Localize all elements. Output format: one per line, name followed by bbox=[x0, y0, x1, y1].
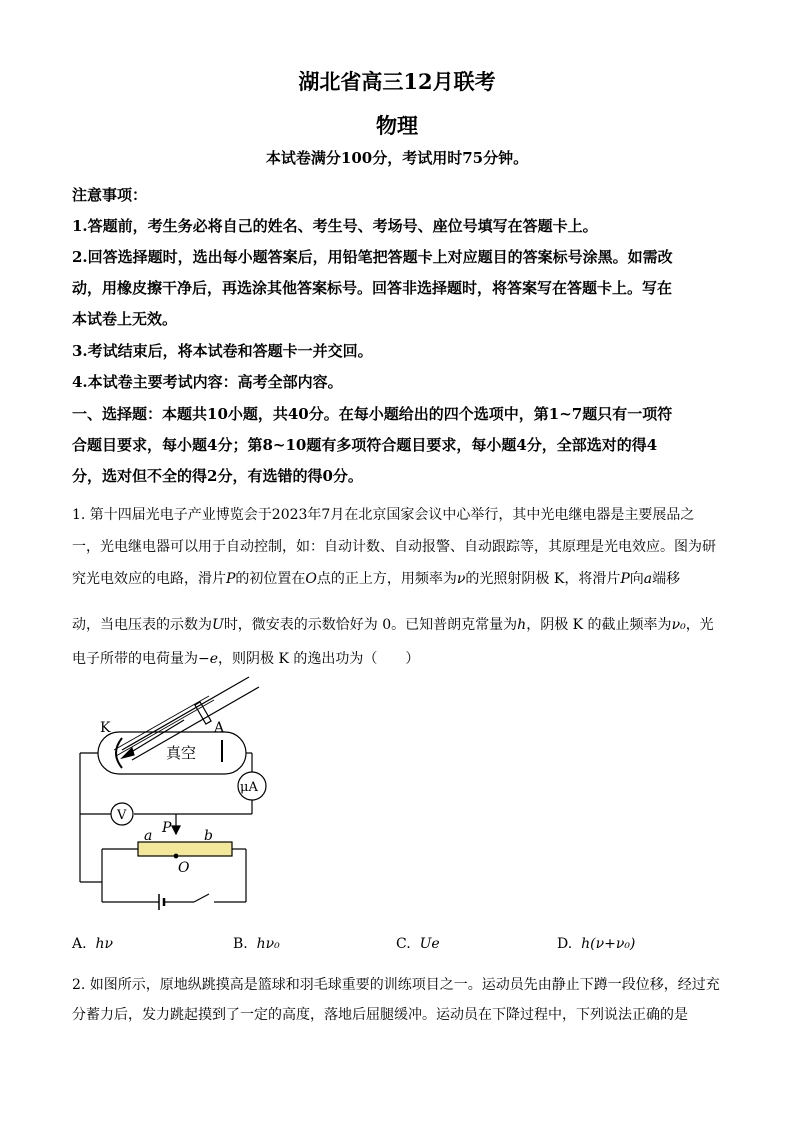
question-1-line-2: 一，光电继电器可以用于自动控制，如：自动计数、自动报警、自动跟踪等，其原理是光电效应。图为研 bbox=[72, 539, 716, 555]
symbol-p: P bbox=[620, 571, 630, 587]
option-a[interactable] bbox=[72, 936, 113, 952]
q1-text: 的光照射阴极 K，将滑片 bbox=[465, 571, 621, 587]
q1-text: 究光电效应的电路，滑片 bbox=[72, 571, 226, 587]
option-label: A. bbox=[72, 936, 87, 952]
question-1-line-4 bbox=[72, 614, 722, 634]
option-c[interactable] bbox=[396, 936, 440, 952]
switch bbox=[194, 894, 209, 902]
option-value: hν₀ bbox=[256, 936, 280, 952]
symbol-a: a bbox=[643, 571, 653, 587]
option-label: C. bbox=[396, 936, 411, 952]
label-voltmeter: V bbox=[117, 808, 127, 823]
q1-text-tail: 展品之 bbox=[652, 507, 695, 523]
subject-title: 物理 bbox=[376, 113, 418, 138]
label-vacuum: 真空 bbox=[166, 744, 197, 762]
label-p: P bbox=[162, 820, 172, 836]
notes-item-3: 3.考试结束后，将本试卷和答题卡一并交回。 bbox=[72, 342, 373, 360]
symbol-u: U bbox=[212, 617, 224, 633]
light-beam-edge bbox=[122, 677, 249, 750]
option-d[interactable] bbox=[557, 936, 635, 952]
option-label: B. bbox=[233, 936, 248, 952]
q1-text: 1. 第十四届光电子产业博览会于2023年7月在北京国家会议中心举行，其中光电继电器是主要 bbox=[72, 507, 653, 523]
question-2-line-2: 分蓄力后，发力跳起摸到了一定的高度，落地后屈腿缓冲。运动员在下降过程中，下列说法正确的是 bbox=[72, 1007, 688, 1023]
q1-text: ，则阴极 K 的逸出功为（ ） bbox=[218, 651, 420, 667]
q1-text: 时，微安表的示数恰好为 0。已知普朗克常量为 bbox=[223, 617, 518, 633]
symbol-h: h bbox=[517, 617, 527, 633]
option-value: h(ν+ν₀) bbox=[581, 936, 636, 952]
question-1-line-5 bbox=[72, 648, 722, 668]
label-b-end: b bbox=[204, 828, 213, 844]
question-2-line-1: 2. 如图所示，原地纵跳摸高是篮球和羽毛球重要的训练项目之一。运动员先由静止下蹲一段位移，经过充 bbox=[72, 977, 720, 993]
option-value: Ue bbox=[419, 936, 440, 952]
notes-item-4: 4.本试卷主要考试内容：高考全部内容。 bbox=[72, 373, 343, 391]
option-label: D. bbox=[557, 936, 573, 952]
notes-item-1: 1.答题前，考生务必将自己的姓名、考生号、考场号、座位号填写在答题卡上。 bbox=[72, 217, 598, 235]
notes-item-2-line-3: 本试卷上无效。 bbox=[72, 310, 178, 328]
option-value: hν bbox=[95, 936, 113, 952]
q1-text: 向 bbox=[629, 571, 644, 587]
light-beam-edge bbox=[116, 700, 214, 756]
q1-text: 点的正上方，用频率为 bbox=[316, 571, 457, 587]
symbol-p: P bbox=[226, 571, 236, 587]
q1-text: 的初位置在 bbox=[235, 571, 306, 587]
section-1-line-1: 一、选择题：本题共10小题，共40分。在每小题给出的四个选项中，第1~7题只有一项符 bbox=[72, 405, 673, 423]
symbol-nu0: ν₀ bbox=[671, 617, 686, 633]
notes-item-2-line-1: 2.回答选择题时，选出每小题答案后，用铅笔把答题卡上对应题目的答案标号涂黑。如需改 bbox=[72, 248, 673, 266]
rheostat bbox=[138, 842, 232, 856]
question-1-line-3 bbox=[72, 568, 722, 588]
section-1-line-3: 分，选对但不全的得2分，有选错的得0分。 bbox=[72, 467, 363, 485]
option-b[interactable] bbox=[233, 936, 280, 952]
symbol-o: O bbox=[305, 571, 317, 587]
label-a-end: a bbox=[144, 828, 153, 844]
q1-text: 动，当电压表的示数为 bbox=[72, 617, 212, 633]
notes-heading: 注意事项： bbox=[72, 186, 148, 204]
symbol-minus-e: −e bbox=[198, 651, 219, 667]
photoelectric-circuit-figure bbox=[64, 672, 294, 922]
q1-text: ，光 bbox=[685, 617, 714, 633]
question-1-line-1 bbox=[72, 504, 722, 524]
section-1-line-2: 合题目要求，每小题4分；第8~10题有多项符合题目要求，每小题4分，全部选对的得4 bbox=[72, 436, 658, 454]
exam-info: 本试卷满分100分，考试用时75分钟。 bbox=[265, 149, 529, 167]
label-o: O bbox=[178, 860, 190, 876]
notes-item-2-line-2: 动，用橡皮擦干净后，再选涂其他答案标号。回答非选择题时，将答案写在答题卡上。写在 bbox=[72, 279, 673, 297]
symbol-nu: ν bbox=[456, 571, 466, 587]
q1-text: 电子所带的电荷量为 bbox=[72, 651, 198, 667]
label-microammeter: μA bbox=[240, 780, 258, 795]
label-k: K bbox=[100, 720, 111, 736]
exam-title: 湖北省高三12月联考 bbox=[298, 69, 496, 94]
q1-text: 端移 bbox=[652, 571, 681, 587]
q1-text: ，阴极 K 的截止频率为 bbox=[526, 617, 672, 633]
label-a: A bbox=[214, 720, 225, 736]
